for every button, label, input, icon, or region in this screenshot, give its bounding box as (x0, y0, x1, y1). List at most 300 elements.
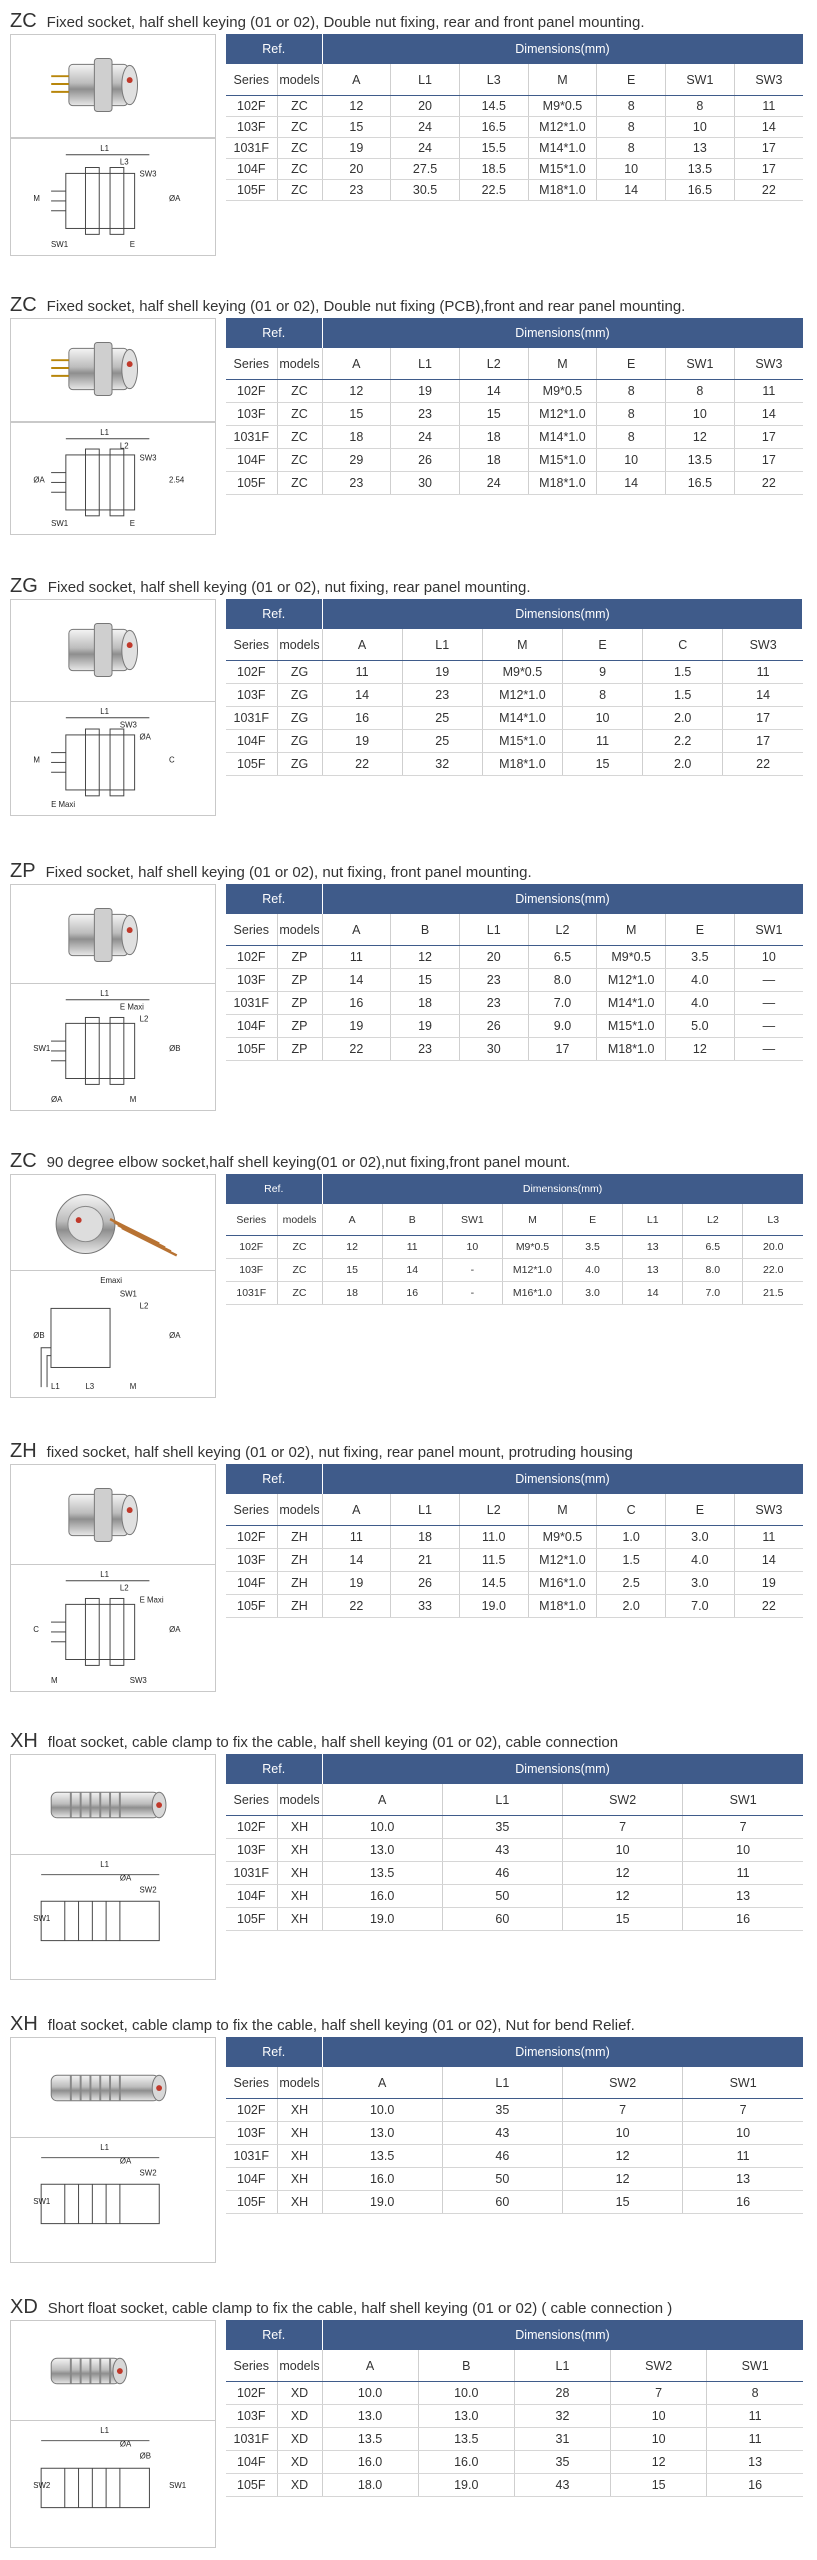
product-code: XD (10, 2296, 38, 2318)
column-header: L2 (459, 348, 528, 380)
technical-drawing (10, 138, 216, 256)
table-cell: 105F (226, 1595, 277, 1618)
column-header: E (597, 64, 666, 96)
table-cell: 19 (391, 1015, 460, 1038)
table-cell: 14 (597, 180, 666, 201)
dimension-label: C (169, 755, 175, 765)
spec-section (0, 573, 817, 820)
table-cell: 23 (459, 969, 528, 992)
connector-photo (51, 343, 137, 396)
photo-graphic (11, 885, 215, 987)
table-cell: 104F (226, 159, 277, 180)
table-cell: 21.5 (743, 1282, 803, 1305)
dimension-label: L2 (139, 1301, 149, 1311)
column-header: A (322, 1204, 382, 1236)
column-header: SW1 (734, 914, 803, 946)
table-cell: 10 (683, 1839, 803, 1862)
column-header: SW2 (563, 2067, 683, 2099)
table-cell: 22 (322, 1595, 391, 1618)
column-header: M (528, 348, 597, 380)
technical-drawing (10, 1270, 216, 1398)
table-cell: 43 (514, 2474, 610, 2497)
column-header: L1 (623, 1204, 683, 1236)
table-cell: ZG (277, 707, 322, 730)
table-cell: 30 (391, 472, 460, 495)
dimension-label: L1 (100, 706, 109, 716)
table-cell: M12*1.0 (528, 117, 597, 138)
dimension-label: M (33, 193, 40, 203)
connector-photo (69, 1489, 138, 1542)
product-code: ZC (10, 294, 37, 316)
drawing-graphic (11, 1855, 215, 1979)
table-row (226, 138, 803, 159)
table-cell: 3.0 (563, 1282, 623, 1305)
table-cell: 19 (322, 1572, 391, 1595)
table-cell: 15 (459, 403, 528, 426)
table-cell: 102F (226, 661, 277, 684)
dimension-label: M (129, 1382, 137, 1392)
table-cell: 7 (563, 1816, 683, 1839)
table-row (226, 1908, 803, 1931)
table-cell: 19 (734, 1572, 803, 1595)
table-cell: 26 (391, 1572, 460, 1595)
table-cell: 1031F (226, 2428, 277, 2451)
table-cell: 43 (442, 1839, 562, 1862)
dimension-label: L1 (100, 1859, 109, 1869)
table-cell: M16*1.0 (502, 1282, 562, 1305)
table-cell: ZC (277, 403, 322, 426)
product-code: XH (10, 1730, 38, 1752)
table-header-row (226, 884, 803, 914)
table-cell: 18 (322, 1282, 382, 1305)
connector-body (51, 2075, 159, 2101)
ref-header: Ref. (226, 884, 322, 914)
table-cell: 4.0 (666, 1549, 735, 1572)
column-header: Series (226, 2067, 277, 2099)
section-heading (10, 858, 532, 884)
dimensions-header: Dimensions(mm) (322, 2320, 803, 2350)
table-cell: 11 (734, 380, 803, 403)
column-header: SW3 (723, 629, 803, 661)
dimension-label: ØB (139, 2451, 151, 2461)
column-header: B (382, 1204, 442, 1236)
table-cell: 11 (562, 730, 642, 753)
table-cell: 102F (226, 2382, 277, 2405)
column-header: A (322, 629, 402, 661)
photo-graphic (11, 600, 215, 702)
connector-face (122, 1495, 138, 1534)
table-cell: — (734, 992, 803, 1015)
table-cell: 11 (707, 2428, 803, 2451)
table-cell: ZG (277, 730, 322, 753)
dimension-label: E (129, 519, 135, 529)
table-cell: 15.5 (459, 138, 528, 159)
table-cell: 4.0 (666, 969, 735, 992)
table-cell: M15*1.0 (528, 449, 597, 472)
table-cell: 6.5 (683, 1236, 743, 1259)
table-cell: M12*1.0 (482, 684, 562, 707)
column-header: SW3 (734, 64, 803, 96)
table-cell: M12*1.0 (528, 1549, 597, 1572)
technical-drawing (10, 2137, 216, 2263)
table-cell: 15 (562, 753, 642, 776)
table-cell: 19 (322, 138, 391, 159)
table-cell: ZC (277, 180, 322, 201)
table-row (226, 753, 803, 776)
column-header: B (391, 914, 460, 946)
table-cell: 16 (683, 1908, 803, 1931)
table-cell: M12*1.0 (528, 403, 597, 426)
table-row (226, 403, 803, 426)
table-cell: 102F (226, 96, 277, 117)
table-cell: 7 (611, 2382, 707, 2405)
table-cell: M14*1.0 (482, 707, 562, 730)
dimension-label: L2 (119, 441, 129, 451)
table-row (226, 2382, 803, 2405)
column-header: SW2 (611, 2350, 707, 2382)
table-cell: 29 (322, 449, 391, 472)
table-cell: 105F (226, 472, 277, 495)
table-cell: 25 (402, 730, 482, 753)
table-cell: 8 (666, 96, 735, 117)
table-cell: XH (277, 2191, 322, 2214)
dimension-label: ØA (119, 1873, 132, 1883)
dimensions-header: Dimensions(mm) (322, 2037, 803, 2067)
table-cell: ZP (277, 1015, 322, 1038)
table-cell: M12*1.0 (597, 969, 666, 992)
spec-section (0, 858, 817, 1115)
table-cell: 16.0 (322, 2451, 418, 2474)
spec-section (0, 1148, 817, 1402)
table-cell: 103F (226, 2122, 277, 2145)
table-cell: XH (277, 1816, 322, 1839)
table-cell: 25 (402, 707, 482, 730)
table-cell: 104F (226, 2168, 277, 2191)
table-cell: XD (277, 2382, 322, 2405)
spec-section (0, 1728, 817, 1984)
table-cell: — (734, 969, 803, 992)
table-cell: 14 (597, 472, 666, 495)
table-row (226, 661, 803, 684)
product-photo (10, 2037, 216, 2141)
dimension-label: L1 (100, 1569, 109, 1579)
column-header: Series (226, 629, 277, 661)
table-cell: 13.5 (418, 2428, 514, 2451)
table-cell: XH (277, 1885, 322, 1908)
spec-section (0, 2011, 817, 2267)
table-cell: 27.5 (391, 159, 460, 180)
table-cell: 1.5 (643, 684, 723, 707)
table-cell: 103F (226, 1839, 277, 1862)
column-header: L2 (459, 1494, 528, 1526)
connector-face (122, 915, 138, 954)
table-cell: 10 (611, 2405, 707, 2428)
table-cell: 15 (322, 117, 391, 138)
table-cell: 103F (226, 2405, 277, 2428)
table-cell: 102F (226, 946, 277, 969)
table-cell: 1031F (226, 2145, 277, 2168)
table-cell: 7 (683, 2099, 803, 2122)
table-cell: 23 (322, 180, 391, 201)
product-photo (10, 1464, 216, 1568)
column-header: E (563, 1204, 623, 1236)
ref-header: Ref. (226, 2037, 322, 2067)
table-row (226, 1595, 803, 1618)
table-cell: 2.0 (643, 753, 723, 776)
table-cell: 102F (226, 380, 277, 403)
table-cell: 50 (442, 1885, 562, 1908)
column-header: SW1 (666, 64, 735, 96)
table-cell: 2.5 (597, 1572, 666, 1595)
table-cell: ZC (277, 159, 322, 180)
column-header-row (226, 914, 803, 946)
table-cell: 105F (226, 753, 277, 776)
dimensions-table (226, 1754, 804, 1931)
table-cell: ZC (277, 96, 322, 117)
table-cell: 46 (442, 1862, 562, 1885)
table-row (226, 96, 803, 117)
table-cell: 30.5 (391, 180, 460, 201)
table-row (226, 1885, 803, 1908)
table-row (226, 380, 803, 403)
dimensions-header: Dimensions(mm) (322, 1754, 803, 1784)
dimension-label: L1 (100, 2425, 109, 2435)
product-code: ZH (10, 1440, 37, 1462)
table-cell: 105F (226, 2474, 277, 2497)
column-header-row (226, 1784, 803, 1816)
table-cell: 11 (683, 1862, 803, 1885)
dimensions-table (226, 1174, 804, 1305)
column-header: M (502, 1204, 562, 1236)
table-cell: 18 (459, 449, 528, 472)
table-cell: 7.0 (528, 992, 597, 1015)
table-cell: ZC (277, 472, 322, 495)
dimensions-table (226, 2320, 804, 2497)
product-photo (10, 2320, 216, 2424)
table-row (226, 1549, 803, 1572)
table-cell: 26 (459, 1015, 528, 1038)
table-cell: M14*1.0 (597, 992, 666, 1015)
table-cell: 28 (514, 2382, 610, 2405)
table-cell: XH (277, 2122, 322, 2145)
column-header: L1 (442, 2067, 562, 2099)
table-row (226, 472, 803, 495)
table-cell: M9*0.5 (597, 946, 666, 969)
table-cell: 1031F (226, 138, 277, 159)
column-header: L2 (683, 1204, 743, 1236)
table-cell: 102F (226, 2099, 277, 2122)
table-cell: XH (277, 2145, 322, 2168)
table-cell: 13.5 (322, 1862, 442, 1885)
table-cell: 11.0 (459, 1526, 528, 1549)
table-cell: 13.0 (322, 1839, 442, 1862)
table-cell: 15 (563, 2191, 683, 2214)
table-cell: 104F (226, 2451, 277, 2474)
dimension-label: SW2 (139, 2168, 157, 2178)
column-header: SW1 (683, 1784, 803, 1816)
column-header: A (322, 1494, 391, 1526)
table-cell: 7 (683, 1816, 803, 1839)
table-cell: XD (277, 2451, 322, 2474)
table-cell: 19 (322, 730, 402, 753)
drawing-graphic (11, 1565, 215, 1691)
table-cell: 104F (226, 1015, 277, 1038)
table-cell: M18*1.0 (597, 1038, 666, 1061)
solder-pin (122, 1228, 177, 1255)
outline-drawing (41, 2441, 149, 2508)
column-header: models (277, 2067, 322, 2099)
product-photo (10, 599, 216, 703)
table-row (226, 1259, 803, 1282)
table-cell: 9 (562, 661, 642, 684)
product-photo (10, 1754, 216, 1858)
table-cell: 26 (391, 449, 460, 472)
table-cell: 12 (666, 426, 735, 449)
table-row (226, 992, 803, 1015)
dimensions-table (226, 34, 804, 201)
table-cell: 16.0 (322, 2168, 442, 2191)
section-heading (10, 1728, 618, 1754)
dimension-label: L2 (139, 1014, 149, 1024)
table-cell: ZH (277, 1549, 322, 1572)
column-header: SW1 (683, 2067, 803, 2099)
dimension-label: E Maxi (139, 1595, 164, 1605)
table-cell: 43 (442, 2122, 562, 2145)
connector-photo (51, 1792, 166, 1818)
table-cell: 11 (322, 946, 391, 969)
table-cell: 23 (402, 684, 482, 707)
table-cell: 23 (391, 403, 460, 426)
column-header-row (226, 1494, 803, 1526)
spec-section (0, 292, 817, 539)
table-cell: 7.0 (666, 1595, 735, 1618)
table-cell: 103F (226, 403, 277, 426)
table-cell: 104F (226, 1885, 277, 1908)
table-cell: ZH (277, 1595, 322, 1618)
table-row (226, 1282, 803, 1305)
dimension-label: E (129, 240, 135, 250)
column-header: C (643, 629, 723, 661)
ref-header: Ref. (226, 1174, 322, 1204)
table-cell: 15 (322, 1259, 382, 1282)
table-cell: M18*1.0 (528, 180, 597, 201)
table-cell: 21 (391, 1549, 460, 1572)
table-cell: 19.0 (459, 1595, 528, 1618)
dimension-label: SW1 (33, 1043, 51, 1053)
table-cell: M15*1.0 (482, 730, 562, 753)
table-cell: 11 (683, 2145, 803, 2168)
dimension-label: C (33, 1624, 39, 1634)
dimension-label: M (129, 1095, 137, 1105)
ref-header: Ref. (226, 2320, 322, 2350)
table-cell: 102F (226, 1816, 277, 1839)
connector-face (122, 349, 138, 388)
table-cell: ZC (277, 138, 322, 159)
section-title: Fixed socket, half shell keying (01 or 02), nut fixing, rear panel mounting. (47, 579, 531, 596)
table-cell: 8 (597, 426, 666, 449)
table-cell: 11 (723, 661, 803, 684)
ref-header: Ref. (226, 34, 322, 64)
table-cell: 16.5 (459, 117, 528, 138)
table-row (226, 1862, 803, 1885)
dimensions-table (226, 2037, 804, 2214)
table-cell: 22 (322, 753, 402, 776)
table-cell: 10.0 (322, 2099, 442, 2122)
table-cell: 14.5 (459, 96, 528, 117)
table-cell: 13.0 (418, 2405, 514, 2428)
table-cell: ZC (277, 449, 322, 472)
table-cell: 12 (322, 96, 391, 117)
column-header: E (666, 1494, 735, 1526)
drawing-graphic (11, 984, 215, 1110)
column-header: E (666, 914, 735, 946)
table-cell: M16*1.0 (528, 1572, 597, 1595)
column-header: Series (226, 64, 277, 96)
table-cell: 16 (322, 992, 391, 1015)
table-cell: 12 (322, 1236, 382, 1259)
column-header-row (226, 2067, 803, 2099)
table-cell: 8 (597, 138, 666, 159)
dimension-label: SW3 (139, 169, 157, 179)
table-cell: 22 (734, 472, 803, 495)
hex-nut (94, 624, 112, 677)
technical-drawing (10, 701, 216, 816)
column-header: Series (226, 348, 277, 380)
table-cell: 19 (391, 380, 460, 403)
column-header: L1 (459, 914, 528, 946)
table-cell: 16.0 (418, 2451, 514, 2474)
table-cell: 8 (597, 96, 666, 117)
column-header: SW1 (666, 348, 735, 380)
table-cell: 18.5 (459, 159, 528, 180)
table-cell: 46 (442, 2145, 562, 2168)
table-cell: M15*1.0 (528, 159, 597, 180)
dimensions-table (226, 318, 804, 495)
dimension-label: SW2 (139, 1885, 157, 1895)
dimension-label: ØA (33, 475, 45, 485)
dimensions-header: Dimensions(mm) (322, 318, 803, 348)
table-cell: 10 (562, 707, 642, 730)
column-header: C (597, 1494, 666, 1526)
table-cell: 11 (734, 1526, 803, 1549)
drawing-graphic (11, 2421, 215, 2547)
table-cell: - (442, 1282, 502, 1305)
column-header: models (277, 1494, 322, 1526)
table-cell: 10 (611, 2428, 707, 2451)
table-cell: M9*0.5 (528, 380, 597, 403)
table-cell: 35 (442, 2099, 562, 2122)
table-cell: 13 (683, 1885, 803, 1908)
product-code: XH (10, 2013, 38, 2035)
table-cell: 3.0 (666, 1572, 735, 1595)
table-row (226, 449, 803, 472)
connector-face (68, 1206, 103, 1241)
table-cell: 22 (734, 180, 803, 201)
table-cell: 13.0 (322, 2405, 418, 2428)
dimension-label: ØA (119, 2439, 132, 2449)
dimension-label: ØB (33, 1330, 45, 1340)
dimension-label: L1 (100, 2142, 109, 2152)
dimension-label: ØB (169, 1043, 181, 1053)
red-dot (117, 2368, 123, 2374)
column-header: L2 (528, 914, 597, 946)
table-cell: 8.0 (528, 969, 597, 992)
table-cell: 105F (226, 180, 277, 201)
table-cell: 1.0 (597, 1526, 666, 1549)
section-heading (10, 573, 531, 599)
table-cell: 20 (459, 946, 528, 969)
table-row (226, 2145, 803, 2168)
